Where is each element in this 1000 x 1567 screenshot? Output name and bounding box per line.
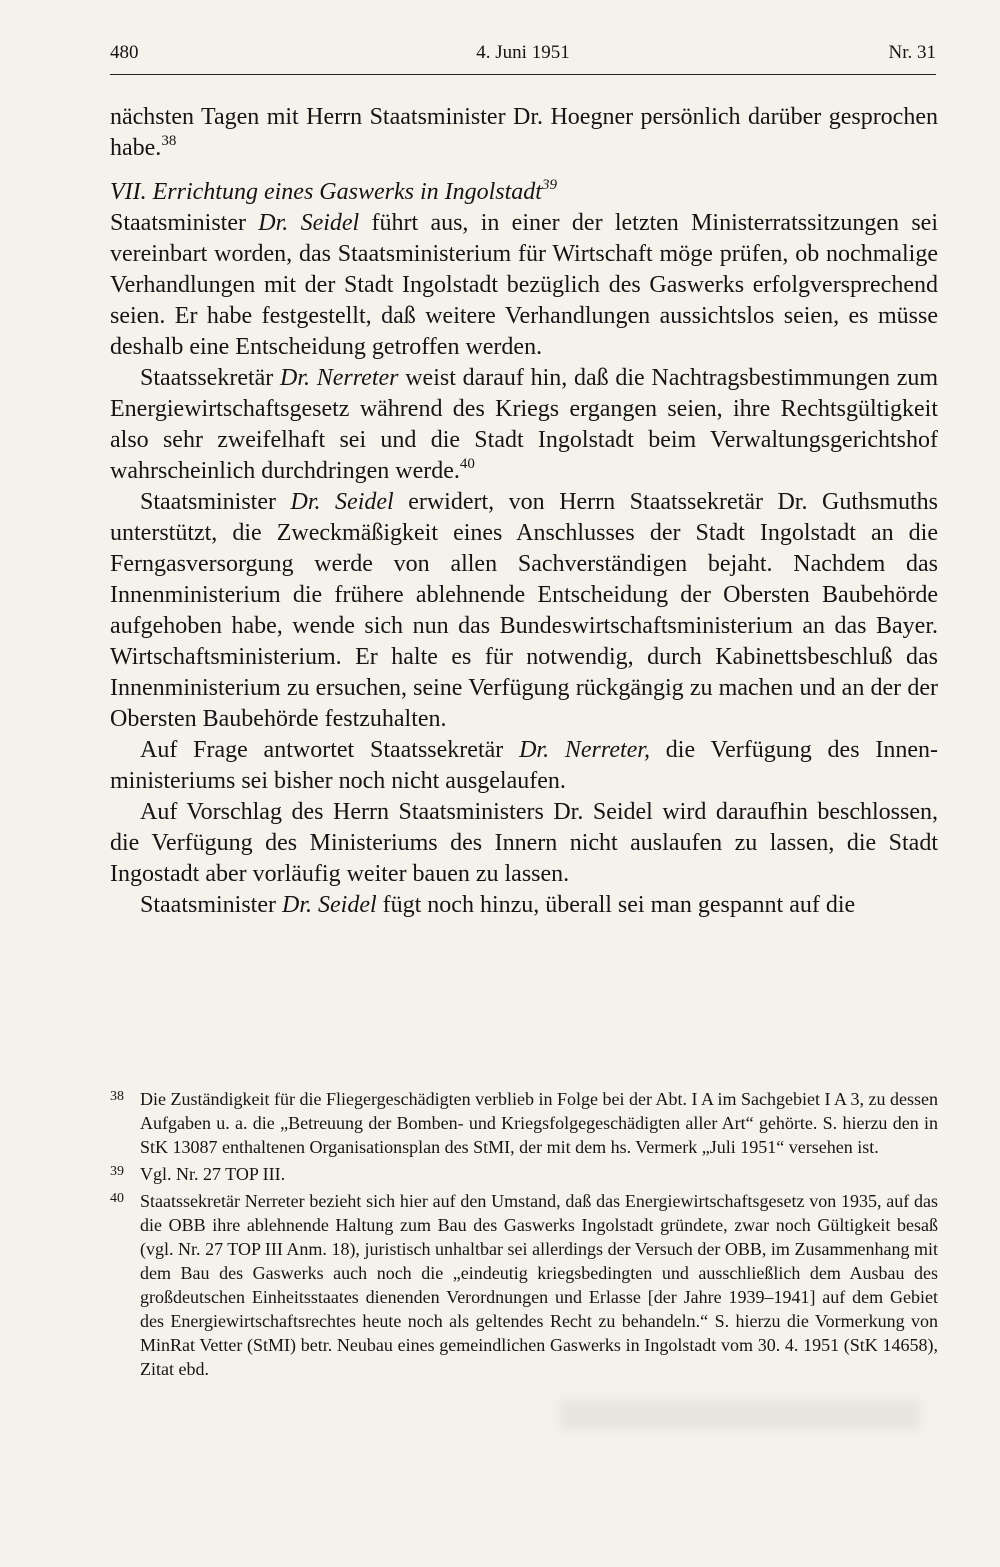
footnote xyxy=(110,1189,938,1381)
footnote-ref: 40 xyxy=(459,456,475,472)
paragraph-text: Staatsminister xyxy=(110,210,259,236)
paragraph-text: Staatsminister xyxy=(140,489,291,515)
running-header xyxy=(110,42,936,74)
paragraph-text: fügt noch hinzu, überall sei man gespannt auf die xyxy=(376,892,856,918)
footnote-text: Staatssekretär Nerreter bezieht sich hier auf den Umstand, daß das Energiewirtschaftsgesetz von 1935, auf das die OBB ihre ablehnende Haltung zum Bau des Gaswerks Ingolstadt gründete, zwar noch Gültigkeit besaß (vgl. Nr. 27 TOP III Anm. 18), juristisch unhaltbar sei allerdings der Versuch der OBB, im Zusammenhang mit dem Bau des Gaswerks auch noch die „eindeutig kriegsbedingten und ausschließlich dem Ausbau des großdeutschen Einheitsstaates dienenden Verordnungen und Erlasse [der Jahre 1939–1941] auf dem Gebiet des Energiewirtschaftsrechtes heute noch als geltendes Recht zu behandeln.“ S. hierzu die Vormerkung von MinRat Vetter (StMI) betr. Neubau eines gemeindlichen Gaswerks in Ingolstadt vom 30. 4. 1951 (StK 14658), Zitat ebd. xyxy=(140,1191,938,1379)
paragraph-text: die Verfügung des Innenministeriums sei bisher noch nicht ausgelaufen. xyxy=(110,737,938,794)
page-number: 480 xyxy=(110,42,139,63)
paragraph-text: weist darauf hin, daß die Nachtragsbestimmungen zum Energiewirtschaftsgesetz während des Kriegs ergangen seien, ihre Rechtsgültigkeit also sehr zweifelhaft sei und die Stadt Ingolstadt beim Verwaltungsgerichtshof wahrscheinlich durchdringen werde. xyxy=(110,365,939,484)
paragraph xyxy=(110,890,938,921)
paragraph xyxy=(110,363,938,487)
footnote xyxy=(110,1162,938,1186)
speaker-name: Dr. Nerreter, xyxy=(519,737,650,763)
section-heading xyxy=(110,177,938,208)
paragraph-text: führt aus, in einer der letzten Ministerratssitzungen sei vereinbart worden, das Staatsministerium für Wirtschaft möge prüfen, ob nochmalige Verhandlungen mit der Stadt Ingolstadt bezüglich des Gaswerks erfolgversprechend seien. Er habe festgestellt, daß weitere Verhandlungen aussichtslos seien, es müsse deshalb eine Entscheidung getroffen werden. xyxy=(110,210,938,360)
paragraph-text: Staatsminister xyxy=(140,892,282,918)
footnote-text: Vgl. Nr. 27 TOP III. xyxy=(140,1164,286,1184)
paragraph-text: Auf Vorschlag des Herrn Staatsministers Dr. Seidel wird daraufhin beschlossen, die Verfügung des Ministeriums des Innern nicht auslaufen zu lassen, die Stadt Ingostadt aber vorläufig weiter bauen zu lassen. xyxy=(110,799,938,887)
footnote-ref: 38 xyxy=(161,133,177,149)
issue-number: Nr. 31 xyxy=(888,42,936,63)
paragraph-text: Auf Frage antwortet Staatssekretär xyxy=(140,737,520,763)
show-through-shading xyxy=(560,1400,920,1430)
footnote-ref: 39 xyxy=(541,177,557,193)
speaker-name: Dr. Seidel xyxy=(258,210,360,236)
speaker-name: Dr. Nerreter xyxy=(280,365,399,391)
paragraph xyxy=(110,487,938,735)
footnote-number: 38 xyxy=(110,1089,124,1104)
header-date: 4. Juni 1951 xyxy=(476,42,570,63)
footnote-number: 39 xyxy=(110,1164,124,1179)
footnotes xyxy=(110,1087,938,1384)
footnote-text: Die Zuständigkeit für die Fliegergeschädigten verblieb in Folge bei der Abt. I A im Sachgebiet I A 3, zu dessen Aufgaben u. a. die „Betreuung der Bomben- und Kriegsfolgegeschädigten aller Art“ gehörte. S. hierzu den in StK 13087 enthaltenen Organisationsplan des StMI, der mit dem hs. Vermerk „Juli 1951“ versehen ist. xyxy=(140,1089,938,1157)
paragraph-text: Staatssekretär xyxy=(140,365,280,391)
main-text xyxy=(110,102,938,921)
speaker-name: Dr. Seidel xyxy=(281,892,377,918)
paragraph xyxy=(110,735,938,797)
section-heading-text: VII. Errichtung eines Gaswerks in Ingolstadt xyxy=(110,179,542,205)
footnote-number: 40 xyxy=(110,1191,124,1206)
paragraph-text: erwidert, von Herrn Staatssekretär Dr. Guthsmuths unterstützt, die Zweckmäßigkeit eines Anschlusses der Stadt Ingolstadt an die Ferngasversorgung werde von allen Sachverständigen bejaht. Nachdem das Innenministerium die frühere ablehnende Entscheidung der Obersten Baubehörde aufgehoben habe, wende sich nun das Bundeswirtschaftsministerium an das Bayer. Wirtschaftsministerium. Er halte es für notwendig, durch Kabinettsbeschluß das Innenministerium zu ersuchen, seine Verfügung rückgängig zu machen und an der der Obersten Baubehörde festzuhalten. xyxy=(110,489,939,732)
paragraph xyxy=(110,208,938,363)
speaker-name: Dr. Seidel xyxy=(290,489,394,515)
footnote xyxy=(110,1087,938,1159)
header-rule xyxy=(110,74,936,75)
paragraph-continuation xyxy=(110,102,938,164)
paragraph xyxy=(110,797,938,890)
paragraph-text: nächsten Tagen mit Herrn Staatsminister Dr. Hoegner persönlich darüber gesprochen habe. xyxy=(110,104,938,161)
